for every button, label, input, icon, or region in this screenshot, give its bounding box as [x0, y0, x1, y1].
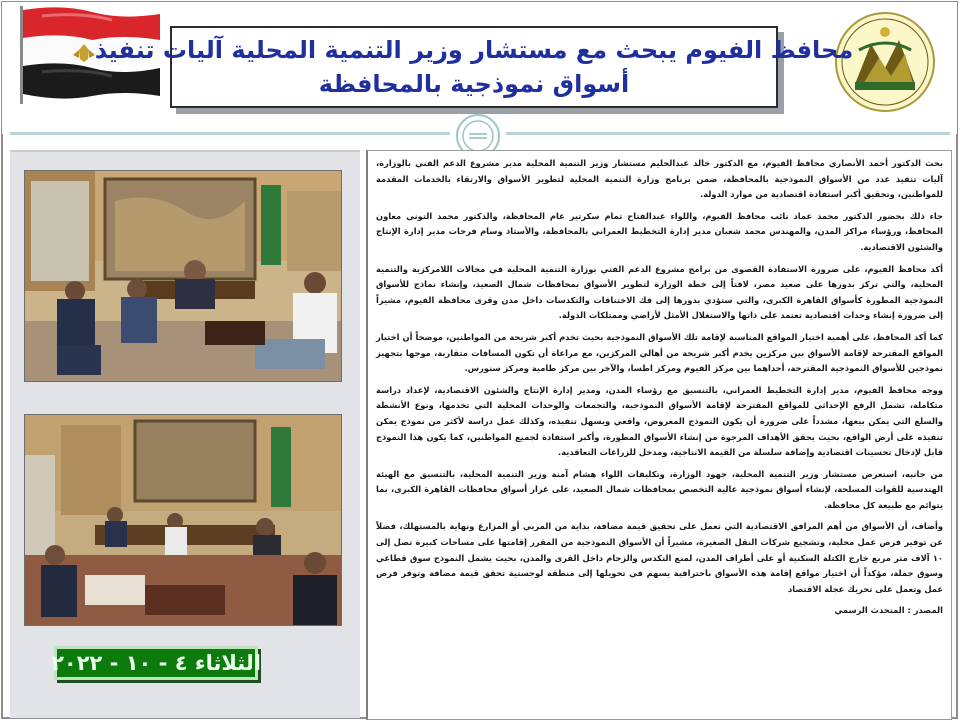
headline-line-2: أسواق نموذجية بالمحافظة — [318, 70, 630, 98]
headline-box — [94, 26, 854, 108]
meeting-photo-1 — [24, 170, 342, 382]
article-body — [366, 150, 952, 720]
divider-right — [506, 132, 950, 135]
article-paragraph-7: وأضاف، أن الأسواق من أهم المرافق الاقتصادية التي تعمل على تحقيق قيمة مضافة، بداية من المربي أو المزارع ونهاية بالمستهلك، فضلاً عن توفير فرص عمل محلية، وتشجيع شركات النقل الصغيرة، مشيراً أن الأسواق النموذجية من المقرر إقامتها على مساحات كبيرة تصل إلى ١٠ آلاف متر مربع خارج الكتلة السكنية أو على أطراف المدن، لمنع التكدس والزحام داخل القرى والمدن، بحيث يشمل النموذج سوق قطاعي وسوق جملة، مؤكداً أن اختيار مواقع إقامة هذه الأسواق باحترافية يسهم في تحويلها إلى منطقة لوجستية تحقق قيمة مضافة وتوفر فرص عمل وتعمل على تحريك عجلة الاقتصاد — [376, 521, 943, 594]
date-badge — [51, 646, 261, 680]
headline-line-1: محافظ الفيوم يبحث مع مستشار وزير التنمية المحلية آليات تنفيذ — [94, 36, 854, 64]
divider-left — [10, 132, 450, 135]
date-text: الثلاثاء ٤ - ١٠ - ٢٠٢٢ — [51, 651, 261, 675]
article-paragraph-5: ووجه محافظ الفيوم، مدير إدارة التخطيط العمراني، بالتنسيق مع رؤساء المدن، ومدير إدارة الإنتاج والشئون الاقتصادية، لإعداد دراسة متكاملة، تشمل الرفع الإحداثي للمواقع المقترحة لإقامة الأسواق النموذجية، والتجمعات والوحدات المحلية التي تخدمها، ونوع الأنشطة والسلع التي يمكن بيعها، مشدداً على ضرورة أن يكون النموذج المعروض، واقعي ويسهل تنفيذه، وكذلك عمل دراسة لأكثر من نموذج يمكن تنفيذه على أرض الواقع، بحيث يحقق الأهداف المرجوة من إنشاء الأسواق المطورة، وأكبر استفادة لجميع المواطنين، كما يكون هذا النموذج قابل لإدخال تحسينات اقتصادية وإضافة سلسلة من القيمة الانتاجية، ومدخل للزراعات التعاقدية. — [376, 384, 943, 458]
article-paragraph-6: من جانبه، استعرض مستشار وزير التنمية المحلية، جهود الوزارة، وتكليفات اللواء هشام آمنة وزير التنمية المحلية، بالتنسيق مع الهيئة الهندسية للقوات المسلحة، لإنشاء أسواق نموذجية عالية التخصص بمحافظات شمال الصعيد، على غرار أسواق محافظات القاهرة الكبرى، بما يتوائم مع طبيعة كل محافظة. — [376, 468, 943, 510]
article-paragraph-1: بحث الدكتور أحمد الأنصاري محافظ الفيوم، مع الدكتور خالد عبدالحليم مستشار وزير التنمية المحلية مدير مشروع الدعم الفني بالوزارة، آليات تنفيذ عدد من الأسواق النموذجية بالمحافظة، ضمن برنامج وزارة التنمية المحلية لتطوير الأسواق والارتقاء بالخدمات المقدمة للمواطنين، وتحقيق أكبر استفادة اقتصادية من موارد الدولة. — [376, 158, 943, 200]
article-paragraph-4: كما أكد المحافظ، على أهمية اختيار المواقع المناسبة لإقامة تلك الأسواق النموذجية بحيث تخدم أكبر شريحة من المواطنين، موضحاً أن اختيار المواقع المقترحة لإقامة الأسواق بين مركزين يخدم أكبر شريحة من أهالي المركزين، مع مراعاة أن تكون المسافات متقاربة، موجها بتجهيز نموذجين للأسواق النموذجية المقترحة، أحداهما بين مركز الفيوم ومركز اطسا، والآخر بين مركز طامية ومركز سنورس. — [376, 331, 943, 374]
article-paragraph-3: أكد محافظ الفيوم، على ضرورة الاستفادة القصوى من برامج مشروع الدعم الفني بوزارة التنمية المحلية في مجالات اللامركزية والتنمية المحلية، والتي تركز بدورها على صعيد مصر، لافتاً إلى خطة الوزارة لتطوير الأسواق بمحافظات شمال الصعيد، وإنشاء نماذج للأسواق النموذجية المطورة كأسواق القاهرة الكبرى، والتي ستؤدي بدورها إلى فك الاختناقات والتكدسات داخل مدن وقرى محافظة الفيوم، مشيراً إلى ضرورة إنشاء وحدات اقتصادية تعتمد على ذاتها والاستغلال الأمثل لأراضي وممتلكات الدولة. — [376, 263, 943, 321]
article-source: المصدر : المتحدث الرسمي — [834, 605, 943, 616]
article-paragraph-2: جاء ذلك بحضور الدكتور محمد عماد نائب محافظ الفيوم، واللواء عبدالفتاح تمام سكرتير عام المحافظة، والدكتور محمد التوني معاون المحافظ، ورؤساء مراكز المدن، والمهندس محمد شعبان مدير إدارة التخطيط العمراني بالمحافظة، والأستاذ وسام فرحات مدير إدارة الإنتاج والشئون الاقتصادية. — [376, 210, 943, 252]
meeting-photo-2 — [24, 414, 342, 626]
